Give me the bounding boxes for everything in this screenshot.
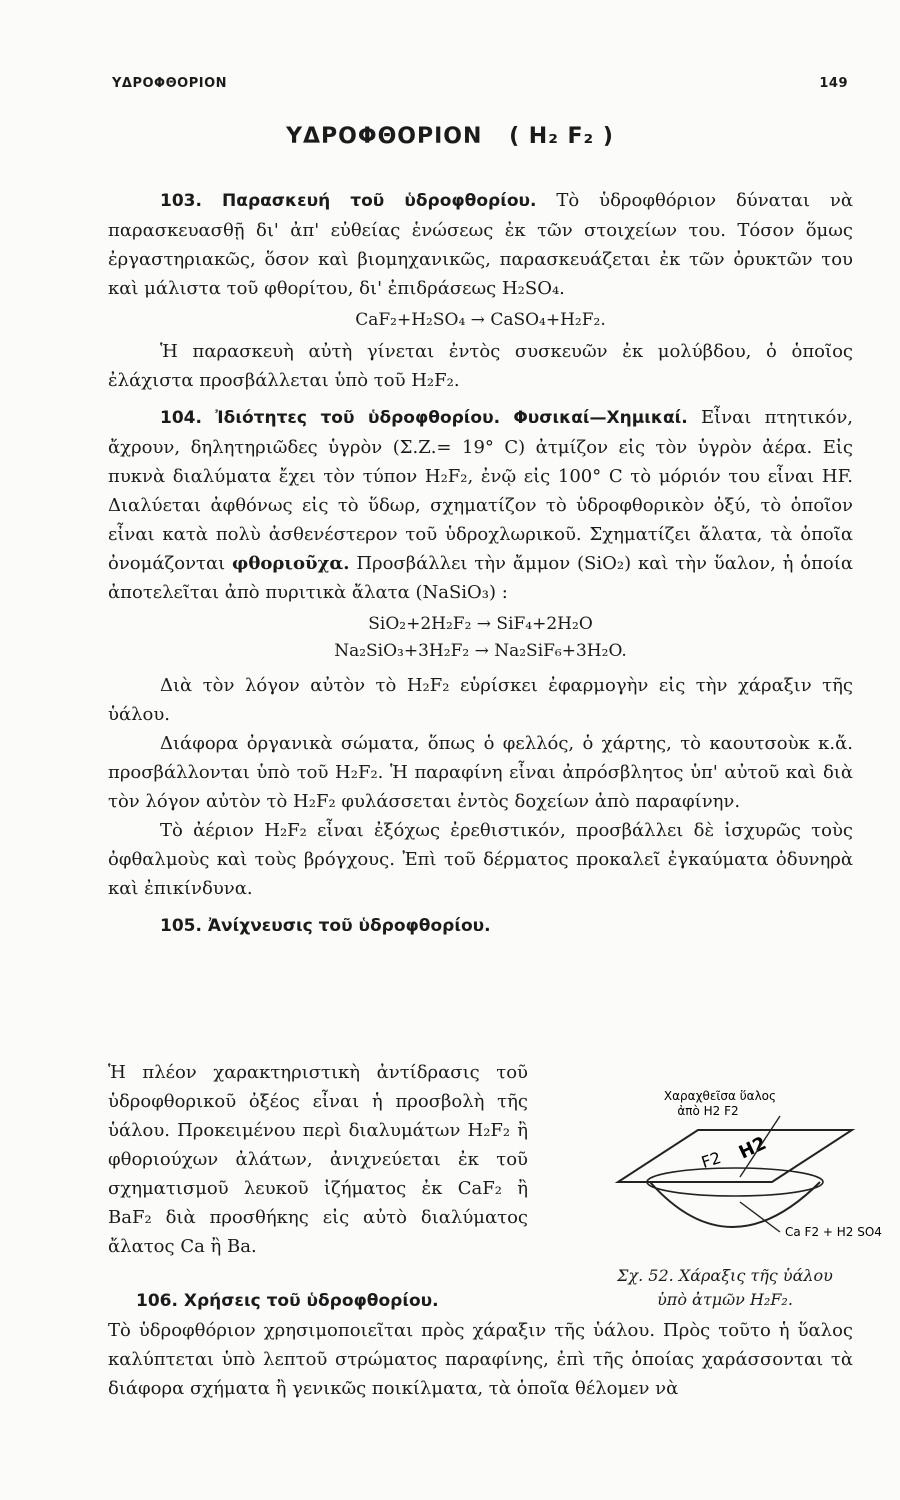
section-104-equation-2: Na₂SiO₃+3H₂F₂ → Na₂SiF₆+3H₂O. [334,641,627,661]
section-104-text-e: Τὸ ἀέριον H₂F₂ εἶναι ἐξόχως ἐρεθιστικόν, προσβάλλει δὲ ἰσχυρῶς τοὺς ὀφθαλμοὺς καὶ τοὺς βρόγχους. Ἐπὶ τοῦ δέρματος προκαλεῖ ἐγκαύματα ὀδυνηρὰ καὶ ἐπικίνδυνα. [108,820,853,899]
section-106-heading: 106. Χρήσεις τοῦ ὑδροφθορίου. [136,1291,439,1311]
section-104-bold-term: φθοριοῦχα. [232,553,350,574]
section-105-text: Ἡ πλέον χαρακτηριστικὴ ἀντίδρασις τοῦ ὑδροφθορικοῦ ὀξέος εἶναι ἡ προσβολὴ τῆς ὑάλου. Προκειμένου περὶ διαλυμάτων H₂F₂ ἢ φθοριούχων ἀλάτων, ἀνιχνεύεται ἐκ τοῦ σχηματισμοῦ λευκοῦ ἰζήματος ἐκ CaF₂ ἢ BaF₂ διὰ προσθήκης εἰς αὐτὸ διαλύματος ἄλατος Ca ἢ Ba. [108,1062,528,1257]
dish-outline [650,1182,820,1227]
section-105-column [108,1058,528,1261]
section-106-text: Τὸ ὑδροφθόριον χρησιμοποιεῖται πρὸς χάραξιν τῆς ὑάλου. Πρὸς τοῦτο ἡ ὕαλος καλύπτεται ὑπὸ λεπτοῦ στρώματος παραφίνης, ἐπὶ τῆς ὁποίας χαράσσονται τὰ διάφορα σχήματα ἢ γενικῶς ποικίλματα, τὰ ὁποῖα θέλομεν νὰ [108,1320,853,1399]
glass-plate [618,1130,852,1182]
main-text-block [108,186,853,941]
section-105-heading: 105. Ἀνίχνευσις τοῦ ὑδροφθορίου. [160,916,491,936]
section-103-equation: CaF₂+H₂SO₄ → CaSO₄+H₂F₂. [355,310,606,330]
section-104-subheading: Φυσικαί—Χημικαί. [513,408,688,428]
section-105-heading-line [108,911,853,941]
section-103-heading: 103. Παρασκευή τοῦ ὑδροφθορίου. [160,191,537,211]
caption-line-1: Σχ. 52. Χάραξις τῆς ὑάλου [617,1266,833,1285]
section-104-text-c: Διὰ τὸν λόγον αὐτὸν τὸ H₂F₂ εὑρίσκει ἐφαρμογὴν εἰς τὴν χάραξιν τῆς ὑάλου. [108,675,853,725]
label-etched-glass: Χαραχθεῖσα ὕαλος [663,1089,777,1103]
section-104-text-a: Εἶναι πτητικόν, ἄχρουν, δηλητηριῶδες ὑγρὸν (Σ.Ζ.= 19° C) ἀτμίζον εἰς τὸν ὑγρὸν ἀέρα. Εἰς πυκνὰ διαλύματα ἔχει τὸν τύπον H₂F₂, ἐνῷ εἰς 100° C τὸ μόριόν του εἶναι HF. Διαλύεται ἀφθόνως εἰς τὸ ὕδωρ, σχηματίζον τὸ ὑδροφθορικὸν ὀξύ, τὸ ὁποῖον εἶναι κατὰ πολὺ ἀσθενέστερον τοῦ ὑδροχλωρικοῦ. Σχηματίζει ἄλατα, τὰ ὁποῖα ὀνομάζονται [108,407,853,574]
section-104-equation-1: SiO₂+2H₂F₂ → SiF₄+2H₂O [368,614,593,634]
caption-line-2: ὑπὸ ἀτμῶν H₂F₂. [657,1290,793,1309]
section-104-text-b: Προσβάλλει τὴν ἄμμον (SiO₂) καὶ τὴν ὕαλον, ἡ ὁποία ἀποτελεῖται ἀπὸ πυριτικὰ ἄλατα (NaSiO₃) : [108,553,853,603]
section-104-heading: 104. Ἰδιότητες τοῦ ὑδροφθορίου. [160,408,501,428]
glass-etching-diagram [580,1082,882,1262]
label-reagents: Ca F2 + H2 SO4 [785,1225,882,1239]
chapter-title [0,124,900,149]
running-title: ΥΔΡΟΦΘΟΡΙΟΝ [112,76,228,91]
running-header [112,76,848,91]
section-103-text: Τὸ ὑδροφθόριον δύναται νὰ παρασκευασθῇ δι' ἀπ' εὐθείας ἑνώσεως ἐκ τῶν στοιχείων του. Τόσον ὅμως ἐργαστηριακῶς, ὅσον καὶ βιομηχανικῶς, παρασκευάζεται ἐκ τῶν ὀρυκτῶν του καὶ μάλιστα τοῦ φθορίτου, δι' ἐπιδράσεως H₂SO₄. [108,190,853,299]
section-103-paragraph [108,186,853,303]
etched-mark-1: F2 [698,1148,724,1173]
page-number: 149 [819,76,848,91]
etched-mark-2: H2 [735,1132,770,1164]
chapter-formula: ( H₂ F₂ ) [509,124,614,149]
section-103-text2: Ἡ παρασκευὴ αὐτὴ γίνεται ἐντὸς συσκευῶν ἐκ μολύβδου, ὁ ὁποῖος ἐλάχιστα προσβάλλεται ὑπὸ τοῦ H₂F₂. [108,341,853,391]
section-106-paragraph [108,1286,853,1403]
section-104-paragraph [108,403,853,607]
section-106-block [108,1286,853,1403]
section-104-text-d: Διάφορα ὀργανικὰ σώματα, ὅπως ὁ φελλός, ὁ χάρτης, τὸ καουτσοὺκ κ.ἄ. προσβάλλονται ὑπὸ τοῦ H₂F₂. Ἡ παραφίνη εἶναι ἀπρόσβλητος ὑπ' αὐτοῦ καὶ διὰ τὸν λόγον αὐτὸν τὸ H₂F₂ φυλάσσεται ἐντὸς δοχείων ἀπὸ παραφίνην. [108,733,853,812]
chapter-title-text: ΥΔΡΟΦΘΟΡΙΟΝ [286,124,483,149]
label-by-h2f2: ἀπὸ H2 F2 [677,1104,739,1118]
figure-52 [580,1082,882,1312]
